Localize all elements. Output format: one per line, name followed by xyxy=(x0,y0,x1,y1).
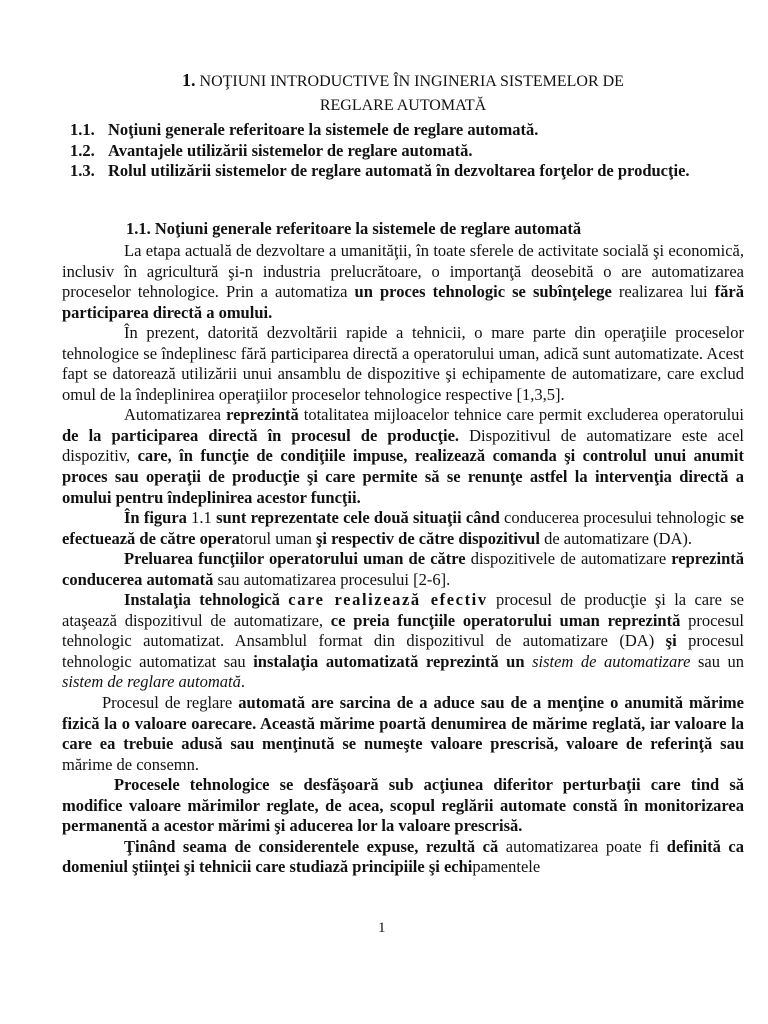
text-run: sau un xyxy=(690,651,745,671)
paragraph xyxy=(62,590,744,693)
text-run: Procesul de reglare xyxy=(102,693,239,713)
text-run: un proces tehnologic se subînţelege xyxy=(354,282,612,302)
paragraph xyxy=(62,549,744,590)
toc-item-number: 1.3. xyxy=(70,161,95,180)
toc-item-number: 1.1. xyxy=(70,120,95,139)
text-run: care realizează efectiv xyxy=(288,590,488,610)
text-run: de automatizare (DA). xyxy=(539,528,693,548)
text-run: se efectuează de către opera xyxy=(62,508,745,548)
text-run: pamentele xyxy=(472,857,541,877)
text-run: Procesele tehnologice se desfăşoară sub acţiunea diferitor perturbaţii care tind să modifice valoare mărimilor reglate, de acea, scopul reglării automate constă în monitorizarea permanentă a acestor mărimi şi aducerea lor la valoare prescrisă. xyxy=(62,775,744,836)
text-run: procesul tehnologic automatizat xyxy=(62,631,744,671)
text-run: şi xyxy=(665,631,677,651)
text-run: poate fi xyxy=(605,836,660,856)
text-run: instalaţia automatizată reprezintă un xyxy=(245,651,525,671)
text-run: reprezintă conducerea automată xyxy=(62,549,744,589)
text-run: Ţinând seama de considerentele expuse, rezultă că xyxy=(124,836,499,856)
paragraph xyxy=(62,405,744,508)
paragraph xyxy=(62,323,744,405)
chapter-title-line2: REGLARE AUTOMATĂ xyxy=(319,97,487,114)
text-run: reprezintă xyxy=(607,610,681,630)
text-run: În prezent, datorită dezvoltării rapide a tehnicii, o mare parte din operaţiile proceselor tehnologice se îndeplinesc fără participarea directă a operatorului uman, adică sunt automatizate. Acest fapt se datorează utilizării unui ansamblu de dispozitive şi echipamente de automatizare, care exclud omul de la îndeplinirea operaţiilor proceselor tehnologice respective [1,3,5]. xyxy=(62,323,744,404)
toc-item xyxy=(62,141,744,162)
text-run: sistem de reglare automată xyxy=(62,672,241,692)
text-run: procesul de producţie şi la care se ataşează dispozitivul de automatizare, xyxy=(62,590,744,630)
toc-item-text: Noţiuni generale referitoare la sistemele de reglare automată. xyxy=(108,120,539,139)
text-run: conducerea procesului tehnologic xyxy=(499,508,731,528)
toc-item-text: Avantajele utilizării sistemelor de reglare automată. xyxy=(108,140,473,160)
text-run: realizarea lui xyxy=(611,282,715,302)
text-run: torul uman xyxy=(239,528,316,548)
text-run: În figura xyxy=(124,508,187,528)
page-number: 1 xyxy=(378,920,386,936)
text-run: 1.1 xyxy=(186,508,217,528)
text-run: definită ca domeniul ştiinţei şi tehnicii care studiază principiile şi echi xyxy=(62,836,744,877)
table-of-contents xyxy=(62,120,744,182)
text-run: sistem de automatizare xyxy=(532,651,691,671)
text-run: Instalaţia tehnologică xyxy=(124,590,289,610)
text-run: de la participarea directă în procesul de producţie. xyxy=(62,425,460,445)
text-run: ce preia funcţiile operatorului uman xyxy=(323,610,608,630)
text-run: . xyxy=(240,672,246,692)
text-run: mărime de consemn. xyxy=(62,754,199,774)
text-run: La etapa actuală de dezvoltare a umanităţii, în toate sferele de activitate socială şi economică, inclusiv în agricultură şi-n industria prelucrătoare, o importanţă deosebită o are automatizarea proceselor tehnologice. xyxy=(62,241,744,302)
paragraph xyxy=(62,837,744,878)
text-run: reprezintă xyxy=(226,405,299,425)
chapter-number: 1. xyxy=(182,70,196,90)
text-run: sunt reprezentate cele două situaţii când xyxy=(216,508,500,528)
toc-item xyxy=(62,161,744,182)
paragraph xyxy=(62,775,744,837)
text-run: automată are sarcina de a aduce sau de a menţine o anumită mărime fizică la o valoare oarecare. Această mărime poartă denumirea de mărime reglată, iar valoare la care ea trebuie adusă sau menţinută se numeşte valoare prescrisă, valoare de referinţă sau xyxy=(62,693,744,754)
text-run: totalitatea mijloacelor tehnice care permit excluderea operatorului xyxy=(298,405,744,425)
text-run: sau automatizarea procesului [2-6]. xyxy=(213,569,451,589)
text-run: Preluarea funcţiilor operatorului uman de către xyxy=(124,549,466,569)
text-run: şi respectiv de către dispozitivul xyxy=(315,528,540,548)
chapter-title-line1: NOŢIUNI INTRODUCTIVE ÎN INGINERIA SISTEMELOR DE xyxy=(199,73,624,90)
text-run: Prin a automatiza xyxy=(218,282,355,302)
section-heading: 1.1. Noţiuni generale referitoare la sistemele de reglare automată xyxy=(126,219,582,238)
toc-item-number: 1.2. xyxy=(70,140,95,160)
text-run: automatizarea xyxy=(498,836,606,856)
text-run: procesul tehnologic automatizat. Ansamblul format din dispozitivul de automatizare (DA) xyxy=(62,610,744,651)
text-run: Dispozitivul de automatizare este acel dispozitiv, xyxy=(62,425,744,466)
paragraph xyxy=(62,508,744,549)
paragraph xyxy=(62,241,744,323)
paragraph xyxy=(62,693,744,775)
text-run: Automatizarea xyxy=(124,405,227,425)
text-run: dispozitivele de automatizare xyxy=(465,549,672,569)
chapter-title xyxy=(62,68,744,118)
text-run: care, în funcţie de condiţiile impuse, realizează comanda şi controlul unui anumit proces sau operaţii de producţie şi care permite să se renunţe astfel la intervenţia directă a omului pentru îndeplinirea acestor funcţii. xyxy=(62,446,744,507)
text-run: fără participarea directă a omului. xyxy=(62,282,744,322)
text-run: sau xyxy=(223,651,246,671)
toc-item xyxy=(62,120,744,141)
body-text xyxy=(62,241,744,878)
toc-item-text: Rolul utilizării sistemelor de reglare automată în dezvoltarea forţelor de producţie. xyxy=(108,161,690,180)
